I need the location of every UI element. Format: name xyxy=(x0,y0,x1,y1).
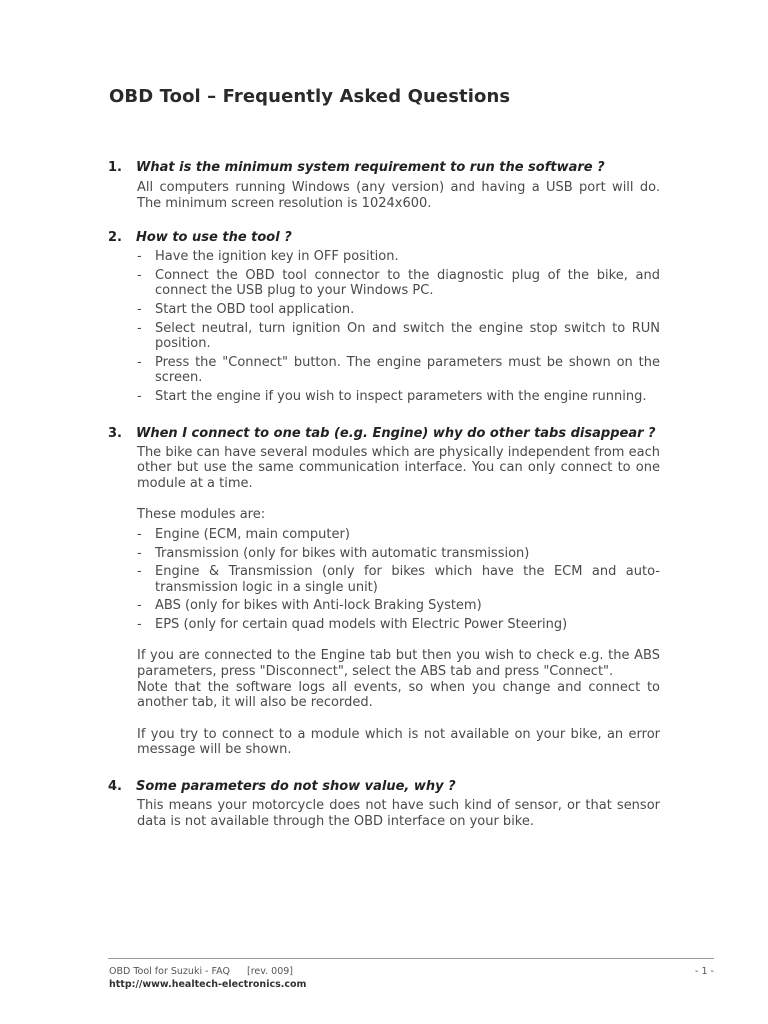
question-1 xyxy=(108,160,660,175)
steps-list xyxy=(137,249,660,404)
list-item: - EPS (only for certain quad models with Electric Power Steering) xyxy=(137,616,568,632)
page-title: OBD Tool – Frequently Asked Questions xyxy=(109,86,511,107)
footer-doc-title: OBD Tool for Suzuki - FAQ xyxy=(109,966,230,977)
list-item: - Have the ignition key in OFF position. xyxy=(137,249,399,265)
question-text: How to use the tool ? xyxy=(136,230,292,246)
answer-1 xyxy=(137,180,660,211)
question-text: When I connect to one tab (e.g. Engine) why do other tabs disappear ? xyxy=(136,425,656,441)
paragraph-error: If you try to connect to a module which is not available on your bike, an error message will be shown. xyxy=(137,726,660,758)
modules-list xyxy=(137,527,660,633)
answer-text: This means your motorcycle does not have such kind of sensor, or that sensor data is not available through the OBD interface on your bike. xyxy=(137,798,660,829)
paragraph-switch: If you are connected to the Engine tab but then you wish to check e.g. the ABS parameters, press "Disconnect", select the ABS tab and press "Connect". xyxy=(137,648,660,680)
faq-list xyxy=(108,160,660,829)
modules-intro: These modules are: xyxy=(137,507,266,523)
list-item: - Select neutral, turn ignition On and switch the engine stop switch to RUN position. xyxy=(137,320,660,352)
answer-text: The bike can have several modules which are physically independent from each other but use the same communication interface. You can only connect to one module at a time. xyxy=(137,444,660,491)
list-item: - Start the OBD tool application. xyxy=(137,301,355,317)
answer-3 xyxy=(137,445,660,759)
answer-4 xyxy=(137,798,660,829)
list-item: - Transmission (only for bikes with automatic transmission) xyxy=(137,545,530,561)
footer-url[interactable]: http://www.healtech-electronics.com xyxy=(109,979,307,990)
question-text: What is the minimum system requirement to run the software ? xyxy=(136,160,605,175)
answer-2 xyxy=(137,249,660,404)
list-item: - Connect the OBD tool connector to the diagnostic plug of the bike, and connect the USB plug to your Windows PC. xyxy=(137,267,660,299)
answer-text: All computers running Windows (any version) and having a USB port will do. The minimum screen resolution is 1024x600. xyxy=(137,180,660,211)
list-item: - ABS (only for bikes with Anti-lock Braking System) xyxy=(137,598,482,614)
question-number: 1. xyxy=(108,160,122,175)
list-item: - Engine & Transmission (only for bikes which have the ECM and auto-transmission logic in a single unit) xyxy=(137,564,660,595)
question-2 xyxy=(108,230,660,245)
paragraph-logs: Note that the software logs all events, so when you change and connect to another tab, it will also be recorded. xyxy=(137,679,660,711)
page-number: - 1 - xyxy=(695,966,714,977)
list-item: - Press the "Connect" button. The engine parameters must be shown on the screen. xyxy=(137,354,660,386)
question-text: Some parameters do not show value, why ? xyxy=(136,779,456,795)
question-4 xyxy=(108,779,660,794)
question-number: 3. xyxy=(108,425,122,441)
question-number: 4. xyxy=(108,779,122,795)
footer-divider xyxy=(108,958,714,959)
footer-revision: [rev. 009] xyxy=(247,966,294,977)
question-3 xyxy=(108,426,660,441)
page-footer xyxy=(109,965,714,991)
list-item: - Engine (ECM, main computer) xyxy=(137,526,350,542)
list-item: - Start the engine if you wish to inspect parameters with the engine running. xyxy=(137,388,647,404)
question-number: 2. xyxy=(108,230,122,246)
